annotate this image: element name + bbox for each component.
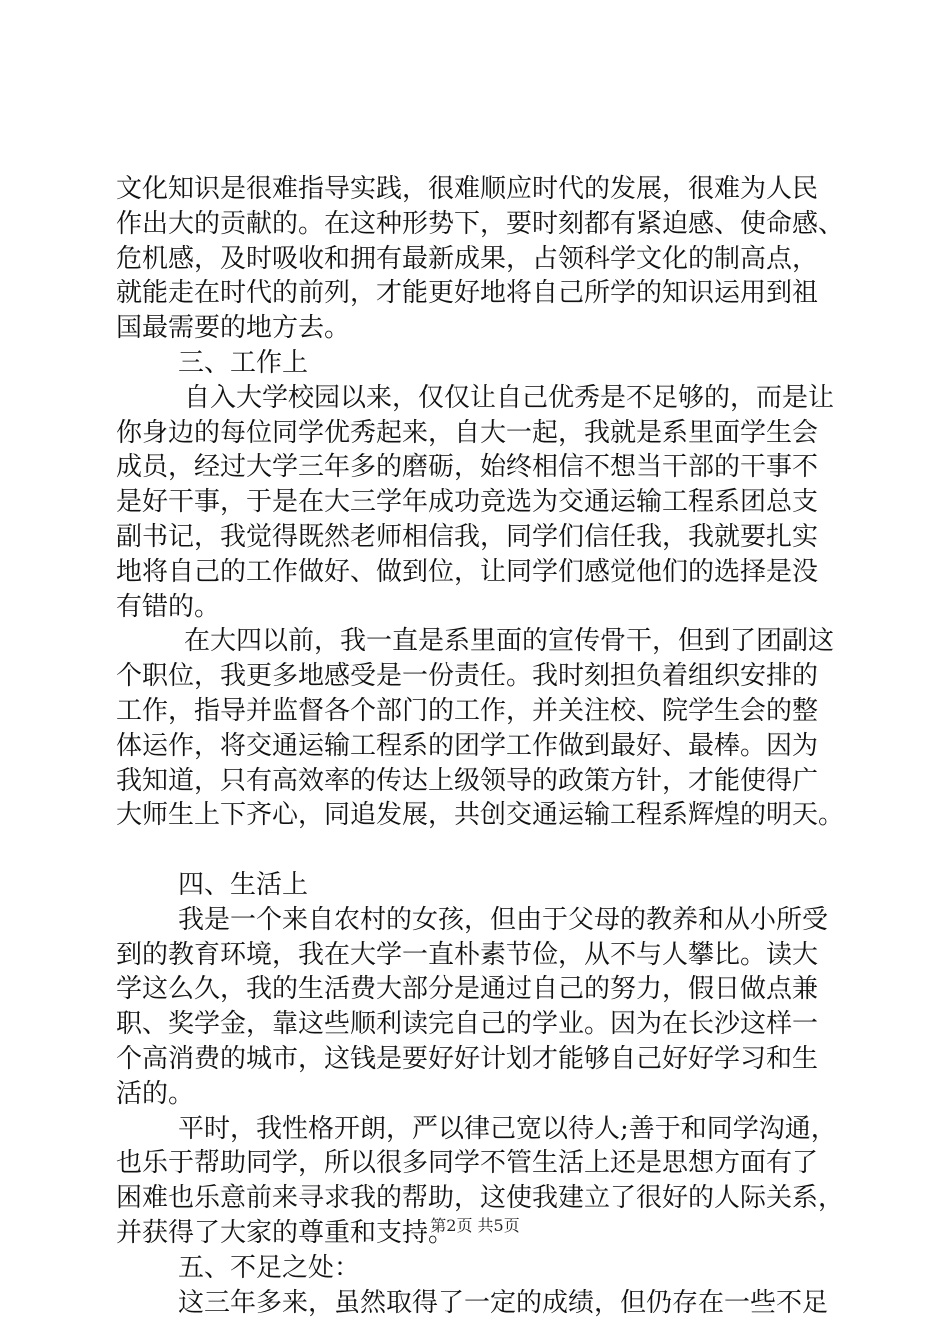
text-line: 个高消费的城市，这钱是要好好计划才能够自己好好学习和生 [116,1043,819,1074]
page-number-footer: 第2页 共5页 [430,1216,520,1235]
text-line: 你身边的每位同学优秀起来，自大一起，我就是系里面学生会 [116,417,819,448]
text-line: 有错的。 [116,591,221,622]
text-line: 活的。 [116,1078,195,1109]
document-body [116,172,846,1320]
text-line: 副书记，我觉得既然老师相信我，同学们信任我，我就要扎实 [116,521,819,552]
text-line: 工作，指导并监督各个部门的工作，并关注校、院学生会的整 [116,695,819,726]
text-line: 危机感，及时吸收和拥有最新成果，占领科学文化的制高点， [116,243,819,274]
section-heading-life: 四、生活上 [178,869,309,900]
text-line: 成员，经过大学三年多的磨砺，始终相信不想当干部的干事不 [116,452,819,483]
text-line: 学这么久，我的生活费大部分是通过自己的努力，假日做点兼 [116,974,819,1005]
text-line: 我知道，只有高效率的传达上级领导的政策方针，才能使得广 [116,765,819,796]
text-line: 就能走在时代的前列，才能更好地将自己所学的知识运用到祖 [116,278,819,309]
text-line: 大师生上下齐心，同追发展，共创交通运输工程系辉煌的明天。 [116,800,845,831]
text-line: 我是一个来自农村的女孩，但由于父母的教养和从小所受 [178,904,829,935]
blank-line [116,833,846,868]
text-line: 个职位，我更多地感受是一份责任。我时刻担负着组织安排的 [116,661,819,692]
text-line: 困难也乐意前来寻求我的帮助，这使我建立了很好的人际关系， [116,1183,845,1214]
text-line: 作出大的贡献的。在这种形势下，要时刻都有紧迫感、使命感、 [116,208,845,239]
text-line: 在大四以前，我一直是系里面的宣传骨干，但到了团副这 [184,626,835,657]
section-heading-shortcomings: 五、不足之处： [178,1252,361,1283]
text-line: 文化知识是很难指导实践，很难顺应时代的发展，很难为人民 [116,174,819,204]
text-line: 职、奖学金，靠这些顺利读完自己的学业。因为在长沙这样一 [116,1009,819,1040]
text-line: 是好干事，于是在大三学年成功竞选为交通运输工程系团总支 [116,487,819,518]
section-heading-work: 三、工作上 [178,347,309,378]
text-line: 平时，我性格开朗，严以律己宽以待人;善于和同学沟通， [178,1113,837,1144]
text-line: 到的教育环境，我在大学一直朴素节俭，从不与人攀比。读大 [116,939,819,970]
text-line: 体运作，将交通运输工程系的团学工作做到最好、最棒。因为 [116,730,819,761]
text-line: 并获得了大家的尊重和支持。 [116,1217,455,1248]
text-line: 自入大学校园以来，仅仅让自己优秀是不足够的，而是让 [184,382,835,413]
text-line: 这三年多来，虽然取得了一定的成绩，但仍存在一些不足 [178,1287,829,1318]
text-line: 也乐于帮助同学，所以很多同学不管生活上还是思想方面有了 [116,1148,819,1179]
text-line: 地将自己的工作做好、做到位，让同学们感觉他们的选择是没 [116,556,819,587]
text-line: 国最需要的地方去。 [116,313,351,344]
